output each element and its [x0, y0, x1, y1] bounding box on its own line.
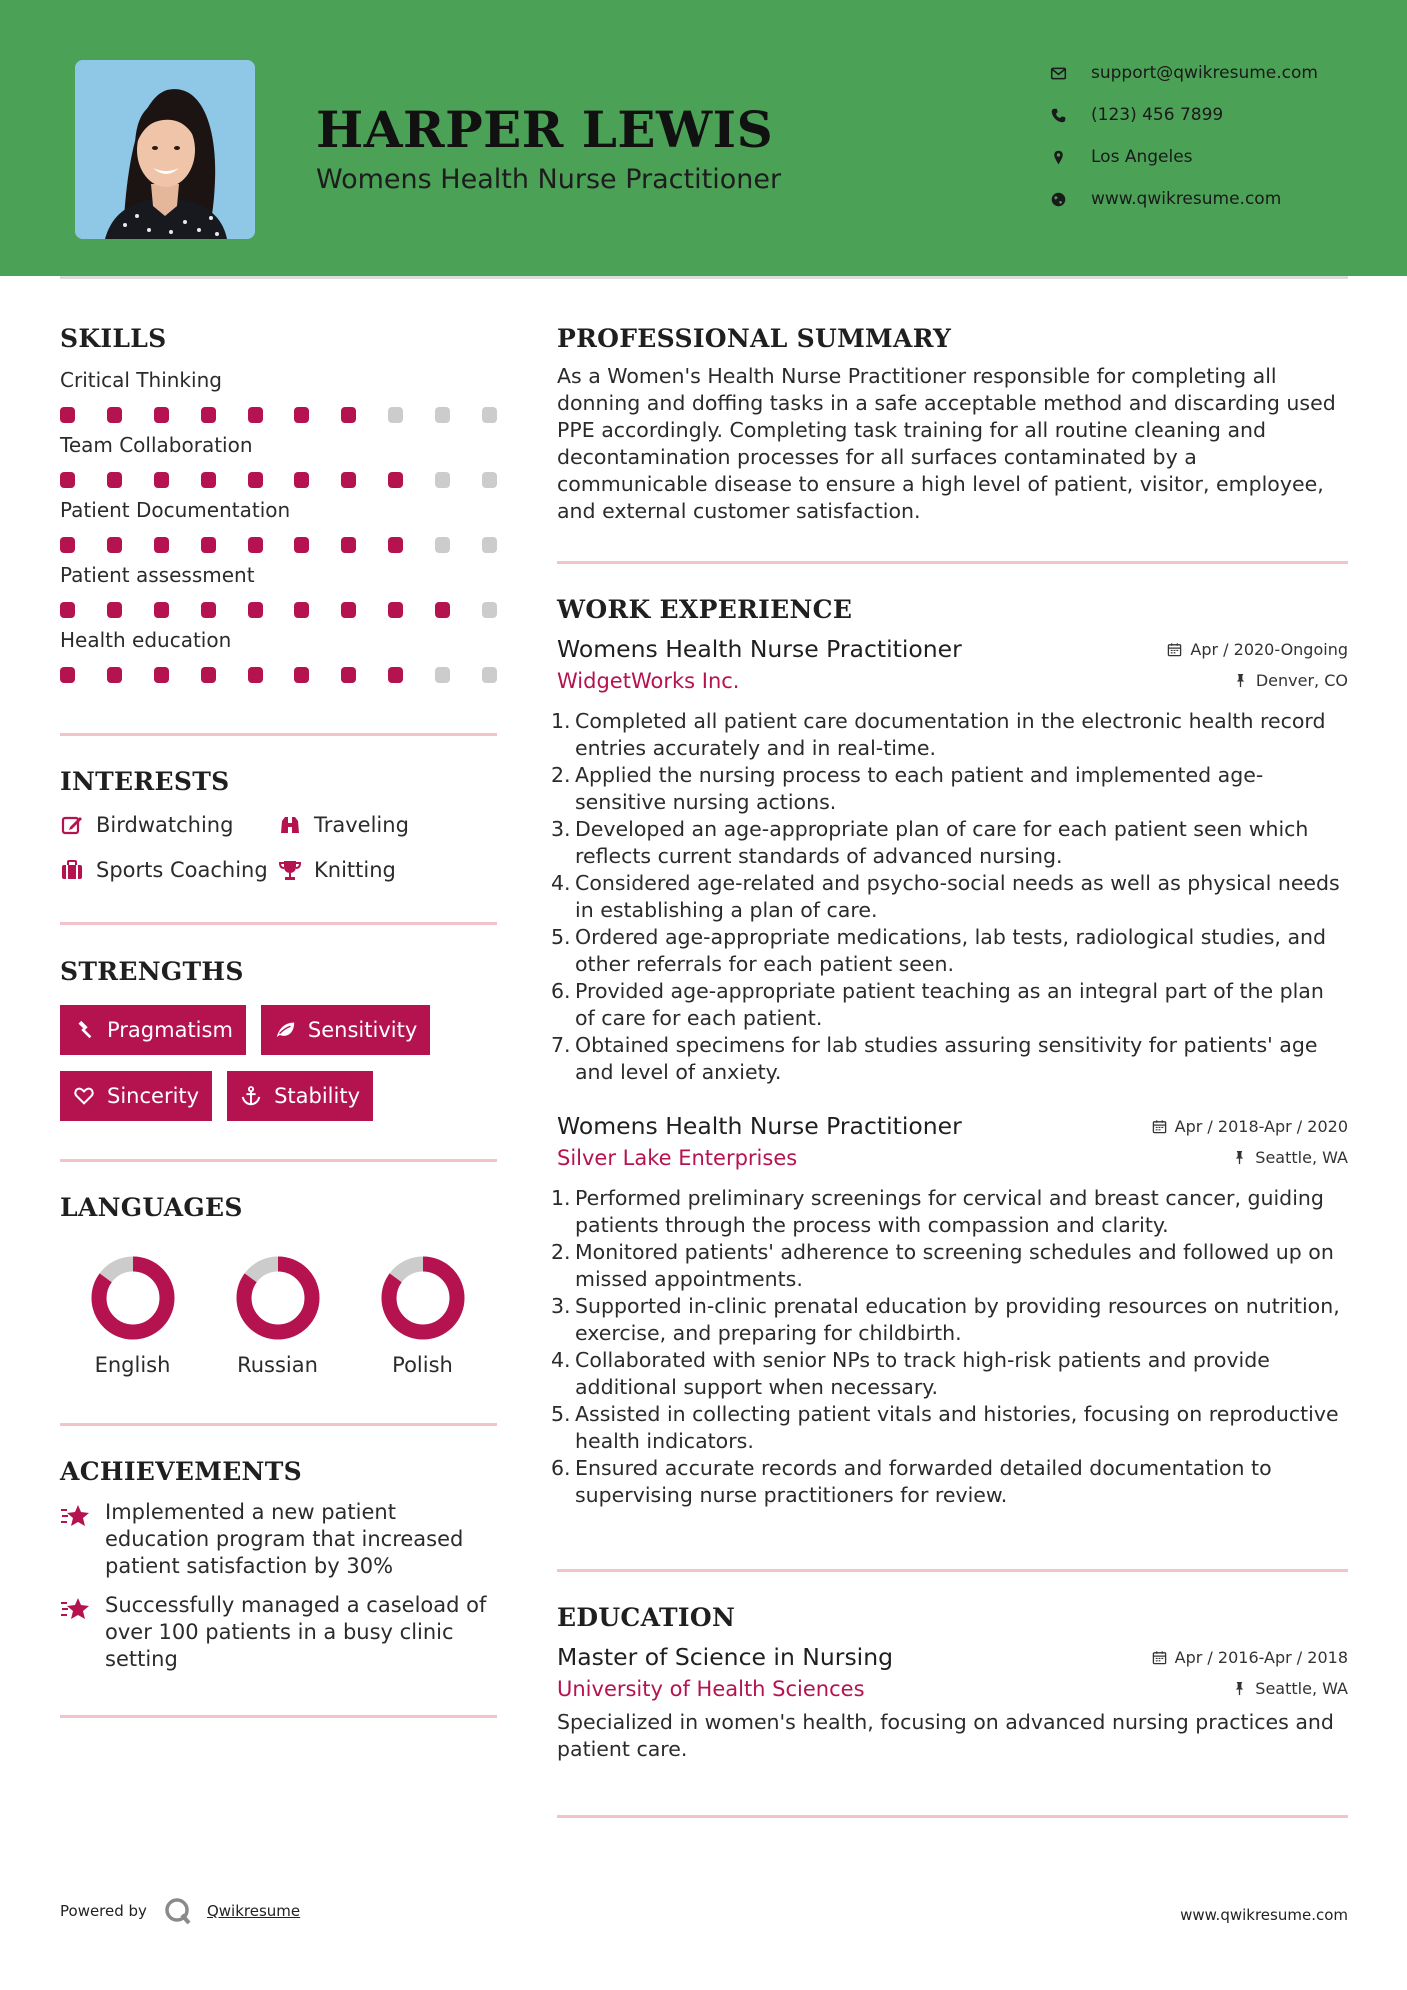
- job-title: Womens Health Nurse Practitioner: [557, 635, 962, 663]
- language-ring: [90, 1255, 176, 1341]
- rating-dot-filled: [154, 472, 169, 488]
- rating-dot-empty: [435, 667, 450, 683]
- interest-label: Birdwatching: [96, 813, 234, 837]
- rating-dot-filled: [201, 667, 216, 683]
- language-name: Polish: [392, 1353, 453, 1377]
- job-entry: [551, 1112, 1348, 1509]
- language-ring: [380, 1255, 466, 1341]
- rating-dot-filled: [248, 407, 263, 423]
- work-section: [551, 591, 1348, 1509]
- rating-dot-filled: [435, 602, 450, 618]
- rating-dot-filled: [107, 667, 122, 683]
- skill-name: Critical Thinking: [60, 368, 222, 392]
- rating-dot-empty: [435, 537, 450, 553]
- rating-dot-filled: [60, 407, 75, 423]
- section-divider: [60, 1423, 497, 1426]
- pushpin-icon: [1232, 1681, 1247, 1696]
- school-row: [557, 1677, 1348, 1701]
- language-item: [205, 1255, 350, 1377]
- job-bullets: [551, 1185, 1348, 1509]
- strength-label: Stability: [274, 1084, 361, 1108]
- bullet-number: 1.: [551, 1186, 571, 1210]
- company-row: [557, 1146, 1348, 1170]
- company-name: Silver Lake Enterprises: [557, 1146, 798, 1170]
- job-location: [1233, 671, 1348, 690]
- section-divider: [60, 1159, 497, 1162]
- strengths-list: [60, 1005, 497, 1121]
- strength-label: Pragmatism: [107, 1018, 233, 1042]
- rating-dot-filled: [388, 602, 403, 618]
- job-bullet: [551, 1347, 1348, 1401]
- job-bullet: [551, 762, 1348, 816]
- contact-email-text: support@qwikresume.com: [1091, 63, 1318, 83]
- pushpin-icon: [1233, 673, 1248, 688]
- candidate-title: Womens Health Nurse Practitioner: [316, 164, 782, 195]
- job-bullet: [551, 1239, 1348, 1293]
- rating-dot-filled: [341, 472, 356, 488]
- contact-phone[interactable]: [1050, 94, 1318, 136]
- bullet-text: Considered age-related and psycho-social needs as well as physical needs in establishing a plan of care.: [575, 871, 1340, 922]
- education-location: [1232, 1679, 1348, 1698]
- rating-dot-filled: [154, 667, 169, 683]
- job-dates-text: Apr / 2020-Ongoing: [1190, 640, 1348, 659]
- interest-label: Sports Coaching: [96, 858, 268, 882]
- interests-section: [60, 763, 497, 884]
- school-name: University of Health Sciences: [557, 1677, 865, 1701]
- rating-dot-filled: [341, 667, 356, 683]
- job-bullet: [551, 1455, 1348, 1509]
- rating-dot-filled: [248, 472, 263, 488]
- contact-website[interactable]: [1050, 178, 1318, 220]
- rating-dot-filled: [107, 537, 122, 553]
- company-name: WidgetWorks Inc.: [557, 669, 740, 693]
- powered-by-text: Powered by: [60, 1902, 147, 1920]
- bullet-text: Ensured accurate records and forwarded detailed documentation to supervising nurse practitioners for review.: [575, 1456, 1272, 1507]
- rating-dot-filled: [294, 472, 309, 488]
- rating-dot-filled: [107, 407, 122, 423]
- summary-heading: PROFESSIONAL SUMMARY: [557, 324, 952, 353]
- briefcase-icon: [60, 858, 84, 882]
- rating-dot-empty: [482, 407, 497, 423]
- strengths-heading: STRENGTHS: [60, 957, 244, 986]
- bullet-number: 6.: [551, 1456, 571, 1480]
- bullet-number: 1.: [551, 709, 571, 733]
- interest-item: [60, 856, 278, 884]
- strengths-section: [60, 953, 497, 1121]
- rating-dot-filled: [341, 602, 356, 618]
- strength-tag: [60, 1071, 212, 1121]
- bullet-number: 3.: [551, 1294, 571, 1318]
- strength-tag: [261, 1005, 430, 1055]
- languages-list: [60, 1255, 497, 1377]
- work-heading: WORK EXPERIENCE: [557, 595, 853, 624]
- rating-dot-empty: [482, 472, 497, 488]
- company-row: [557, 669, 1348, 693]
- interests-heading: INTERESTS: [60, 767, 230, 796]
- star-badge-icon: [60, 1501, 92, 1531]
- rating-dot-filled: [388, 667, 403, 683]
- header-band: [0, 0, 1407, 276]
- interest-item: [278, 811, 497, 839]
- header-divider: [60, 276, 1348, 279]
- job-location-text: Denver, CO: [1255, 671, 1348, 690]
- job-location-text: Seattle, WA: [1255, 1148, 1348, 1167]
- gavel-icon: [73, 1019, 95, 1041]
- rating-dot-filled: [341, 537, 356, 553]
- job-dates: [1152, 1117, 1348, 1136]
- strength-tag: [60, 1005, 246, 1055]
- education-dates: [1152, 1648, 1348, 1667]
- leaf-icon: [274, 1019, 296, 1041]
- languages-heading: LANGUAGES: [60, 1193, 243, 1222]
- rating-dot-filled: [294, 667, 309, 683]
- skill-item: [60, 562, 497, 618]
- education-heading: EDUCATION: [557, 1603, 736, 1632]
- rating-dot-filled: [248, 602, 263, 618]
- rating-dot-filled: [201, 602, 216, 618]
- strength-label: Sincerity: [107, 1084, 200, 1108]
- interest-label: Traveling: [314, 813, 409, 837]
- job-dates-text: Apr / 2018-Apr / 2020: [1174, 1117, 1348, 1136]
- bullet-text: Performed preliminary screenings for cervical and breast cancer, guiding patients through the process with compassion and clarity.: [575, 1186, 1324, 1237]
- profile-photo: [75, 60, 255, 239]
- binoculars-icon: [278, 813, 302, 837]
- degree-title: Master of Science in Nursing: [557, 1643, 894, 1671]
- education-description: Specialized in women's health, focusing on advanced nursing practices and patient care.: [557, 1710, 1334, 1761]
- rating-dot-filled: [60, 472, 75, 488]
- rating-dot-filled: [294, 537, 309, 553]
- section-divider: [60, 733, 497, 736]
- bullet-text: Ordered age-appropriate medications, lab tests, radiological studies, and other referrals for each patient seen.: [575, 925, 1327, 976]
- rating-dot-filled: [388, 472, 403, 488]
- left-column: [60, 320, 497, 1718]
- contact-phone-text: (123) 456 7899: [1091, 105, 1224, 125]
- job-bullets: [551, 708, 1348, 1086]
- skills-list: [60, 367, 497, 683]
- skills-section: [60, 320, 497, 683]
- rating-dot-filled: [341, 407, 356, 423]
- language-item: [60, 1255, 205, 1377]
- strength-label: Sensitivity: [307, 1018, 418, 1042]
- job-bullet: [551, 1293, 1348, 1347]
- phone-icon: [1050, 107, 1067, 124]
- bullet-text: Monitored patients' adherence to screening schedules and followed up on missed appointments.: [575, 1240, 1334, 1291]
- section-divider: [557, 561, 1348, 564]
- calendar-icon: [1152, 1119, 1167, 1134]
- rating-dot-empty: [435, 407, 450, 423]
- languages-section: [60, 1189, 497, 1377]
- bullet-number: 5.: [551, 1402, 571, 1426]
- skill-rating: [60, 407, 497, 423]
- section-divider: [557, 1815, 1348, 1818]
- skill-item: [60, 627, 497, 683]
- skill-item: [60, 432, 497, 488]
- footer-website[interactable]: www.qwikresume.com: [1180, 1906, 1348, 1924]
- heart-icon: [73, 1085, 95, 1107]
- bullet-number: 4.: [551, 871, 571, 895]
- achievements-heading: ACHIEVEMENTS: [60, 1457, 302, 1486]
- interest-item: [60, 811, 278, 839]
- bullet-number: 6.: [551, 979, 571, 1003]
- bullet-number: 3.: [551, 817, 571, 841]
- pushpin-icon: [1232, 1150, 1247, 1165]
- education-header: [557, 1643, 1348, 1671]
- calendar-icon: [1167, 642, 1182, 657]
- interests-list: [60, 811, 497, 884]
- skill-item: [60, 497, 497, 553]
- job-dates: [1167, 640, 1348, 659]
- bullet-text: Collaborated with senior NPs to track high-risk patients and provide additional support when necessary.: [575, 1348, 1270, 1399]
- rating-dot-empty: [482, 667, 497, 683]
- rating-dot-filled: [107, 602, 122, 618]
- rating-dot-empty: [388, 407, 403, 423]
- map-pin-icon: [1050, 149, 1067, 166]
- achievement-text: Implemented a new patient education program that increased patient satisfaction by 30%: [105, 1500, 464, 1578]
- skill-name: Patient assessment: [60, 563, 255, 587]
- rating-dot-filled: [201, 407, 216, 423]
- rating-dot-empty: [435, 472, 450, 488]
- bullet-text: Developed an age-appropriate plan of care for each patient seen which reflects current standards of advanced nursing.: [575, 817, 1309, 868]
- edit-icon: [60, 813, 84, 837]
- bullet-text: Completed all patient care documentation in the electronic health record entries accurately and in real-time.: [575, 709, 1326, 760]
- candidate-name: HARPER LEWIS: [316, 100, 774, 159]
- skill-item: [60, 367, 497, 423]
- rating-dot-filled: [294, 602, 309, 618]
- section-divider: [60, 922, 497, 925]
- achievement-item: [60, 1592, 497, 1673]
- right-column: [551, 320, 1348, 1818]
- job-entry: [551, 635, 1348, 1086]
- star-badge-icon: [60, 1594, 92, 1624]
- bullet-number: 2.: [551, 763, 571, 787]
- job-bullet: [551, 924, 1348, 978]
- rating-dot-filled: [294, 407, 309, 423]
- skills-heading: SKILLS: [60, 324, 167, 353]
- job-title: Womens Health Nurse Practitioner: [557, 1112, 962, 1140]
- rating-dot-filled: [248, 667, 263, 683]
- rating-dot-filled: [60, 537, 75, 553]
- job-header: [557, 1112, 1348, 1140]
- bullet-number: 7.: [551, 1033, 571, 1057]
- bullet-number: 5.: [551, 925, 571, 949]
- bullet-text: Supported in-clinic prenatal education by providing resources on nutrition, exercise, and preparing for childbirth.: [575, 1294, 1340, 1345]
- bullet-number: 4.: [551, 1348, 571, 1372]
- trophy-icon: [278, 858, 302, 882]
- rating-dot-empty: [482, 602, 497, 618]
- job-header: [557, 635, 1348, 663]
- envelope-icon: [1050, 65, 1067, 82]
- contact-location-text: Los Angeles: [1091, 147, 1193, 167]
- bullet-text: Provided age-appropriate patient teaching as an integral part of the plan of care for each patient.: [575, 979, 1324, 1030]
- globe-icon: [1050, 191, 1067, 208]
- job-bullet: [551, 1032, 1348, 1086]
- language-ring: [235, 1255, 321, 1341]
- language-item: [350, 1255, 495, 1377]
- section-divider: [557, 1569, 1348, 1572]
- education-location-text: Seattle, WA: [1255, 1679, 1348, 1698]
- skill-name: Patient Documentation: [60, 498, 291, 522]
- rating-dot-filled: [60, 602, 75, 618]
- summary-text: As a Women's Health Nurse Practitioner responsible for completing all donning and doffing tasks in a safe acceptable method and discarding used PPE accordingly. Completing task training for all routine cleaning and decontamination processes for all surfaces contaminated by a communicable disease to ensure a high level of patient, visitor, employee, and external customer satisfaction.: [557, 364, 1336, 523]
- skill-name: Team Collaboration: [60, 433, 253, 457]
- anchor-icon: [240, 1085, 262, 1107]
- rating-dot-filled: [388, 537, 403, 553]
- contact-list: [1050, 52, 1318, 220]
- brand-link[interactable]: Qwikresume: [206, 1902, 301, 1920]
- contact-email[interactable]: [1050, 52, 1318, 94]
- rating-dot-filled: [154, 407, 169, 423]
- language-name: Russian: [237, 1353, 318, 1377]
- skill-rating: [60, 472, 497, 488]
- rating-dot-filled: [107, 472, 122, 488]
- rating-dot-filled: [154, 537, 169, 553]
- skill-name: Health education: [60, 628, 232, 652]
- section-divider: [60, 1715, 497, 1718]
- rating-dot-filled: [248, 537, 263, 553]
- achievement-text: Successfully managed a caseload of over 100 patients in a busy clinic setting: [105, 1593, 487, 1671]
- bullet-text: Assisted in collecting patient vitals and histories, focusing on reproductive health indicators.: [575, 1402, 1339, 1453]
- profile-photo-image: [75, 60, 255, 239]
- footer-powered-by: [60, 1896, 300, 1926]
- job-bullet: [551, 708, 1348, 762]
- calendar-icon: [1152, 1650, 1167, 1665]
- bullet-number: 2.: [551, 1240, 571, 1264]
- job-bullet: [551, 1401, 1348, 1455]
- rating-dot-filled: [154, 602, 169, 618]
- job-bullet: [551, 870, 1348, 924]
- rating-dot-filled: [201, 537, 216, 553]
- contact-location: [1050, 136, 1318, 178]
- skill-rating: [60, 537, 497, 553]
- strength-tag: [227, 1071, 373, 1121]
- interest-label: Knitting: [314, 858, 396, 882]
- bullet-text: Applied the nursing process to each patient and implemented age-sensitive nursing actions.: [575, 763, 1264, 814]
- rating-dot-empty: [482, 537, 497, 553]
- contact-website-text: www.qwikresume.com: [1091, 189, 1282, 209]
- bullet-text: Obtained specimens for lab studies assuring sensitivity for patients' age and level of anxiety.: [575, 1033, 1318, 1084]
- job-bullet: [551, 978, 1348, 1032]
- skill-rating: [60, 602, 497, 618]
- language-name: English: [94, 1353, 171, 1377]
- skill-rating: [60, 667, 497, 683]
- rating-dot-filled: [60, 667, 75, 683]
- job-bullet: [551, 1185, 1348, 1239]
- job-bullet: [551, 816, 1348, 870]
- education-section: [557, 1599, 1348, 1763]
- rating-dot-filled: [201, 472, 216, 488]
- summary-section: [557, 320, 1348, 525]
- achievements-section: [60, 1453, 497, 1673]
- job-location: [1232, 1148, 1348, 1167]
- interest-item: [278, 856, 497, 884]
- qwikresume-logo-icon: [163, 1896, 193, 1926]
- achievement-item: [60, 1499, 497, 1580]
- education-dates-text: Apr / 2016-Apr / 2018: [1174, 1648, 1348, 1667]
